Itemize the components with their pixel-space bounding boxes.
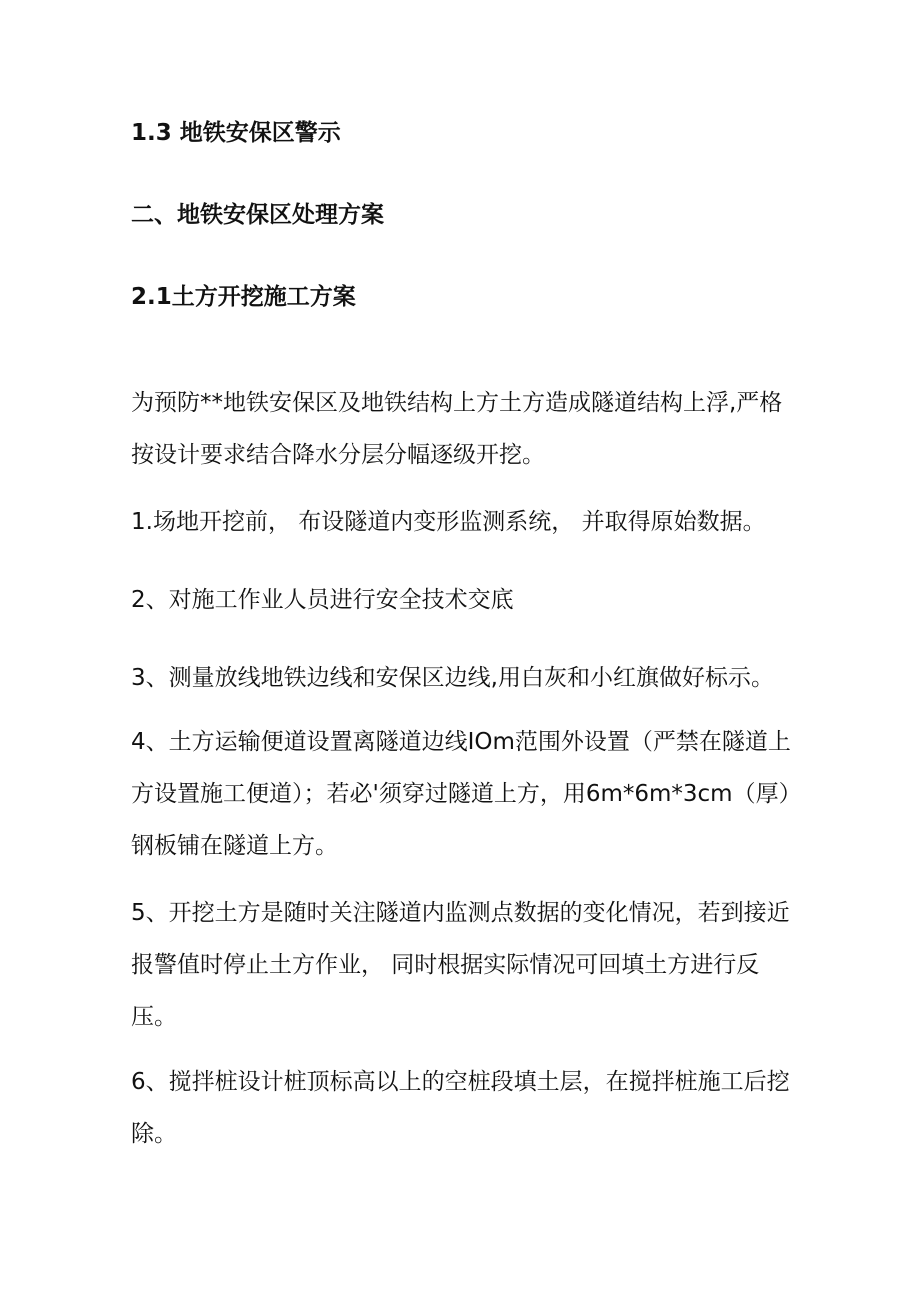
paragraph-item-1: 1.场地开挖前， 布设隧道内变形监测系统， 并取得原始数据。 <box>131 509 766 535</box>
paragraph-item-4: 4、土方运输便道设置离隧道边线IOm范围外设置（严禁在隧道上方设置施工便道）；若必'须穿过隧道上方，用6m*6m*3cm（厚）钢板铺在隧道上方。 <box>131 729 791 859</box>
heading-section-2: 二、地铁安保区处理方案 <box>131 202 384 228</box>
paragraph-item-2: 2、对施工作业人员进行安全技术交底 <box>131 587 514 613</box>
paragraph-intro: 为预防**地铁安保区及地铁结构上方土方造成隧道结构上浮,严格按设计要求结合降水分层分幅逐级开挖。 <box>131 390 783 468</box>
heading-section-2-1: 2.1土方开挖施工方案 <box>131 284 356 310</box>
heading-section-1-3: 1.3 地铁安保区警示 <box>131 120 341 146</box>
paragraph-item-6: 6、搅拌桩设计桩顶标高以上的空桩段填土层，在搅拌桩施工后挖除。 <box>131 1069 790 1147</box>
paragraph-item-3: 3、测量放线地铁边线和安保区边线,用白灰和小红旗做好标示。 <box>131 665 774 691</box>
paragraph-item-5: 5、开挖土方是随时关注隧道内监测点数据的变化情况，若到接近报警值时停止土方作业， 同时根据实际情况可回填土方进行反压。 <box>131 900 790 1030</box>
